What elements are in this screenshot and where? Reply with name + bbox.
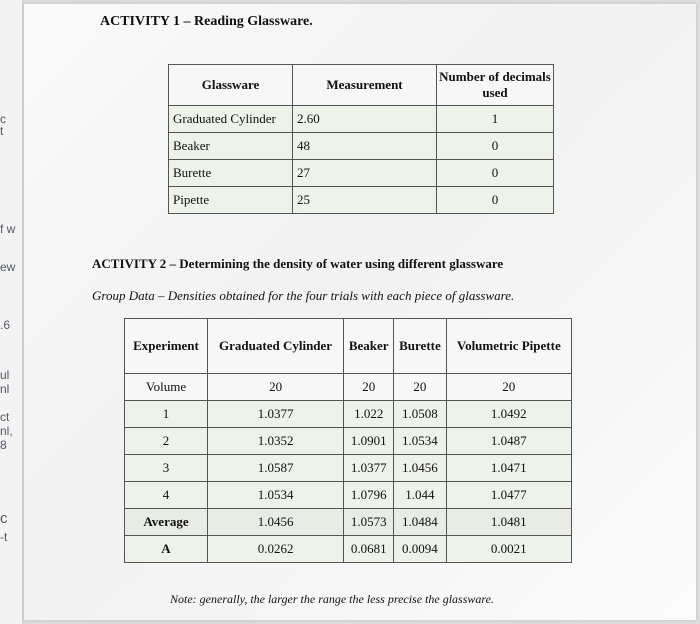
row-label: 4 bbox=[125, 482, 208, 509]
sidebar-fragment: c bbox=[0, 510, 8, 527]
cell-measurement: 2.60 bbox=[293, 106, 437, 133]
table-cell: 1.0534 bbox=[394, 428, 446, 455]
table-cell: 1.0587 bbox=[208, 455, 344, 482]
table-cell: 20 bbox=[394, 374, 446, 401]
sidebar-fragment: c bbox=[0, 112, 6, 126]
table-cell: 1.0456 bbox=[208, 509, 344, 536]
table-row bbox=[125, 536, 572, 563]
table-cell: 1.0796 bbox=[344, 482, 394, 509]
table-row bbox=[125, 374, 572, 401]
cell-measurement: 48 bbox=[293, 133, 437, 160]
table-cell: 20 bbox=[446, 374, 571, 401]
cell-decimals: 0 bbox=[437, 133, 554, 160]
cell-glassware: Graduated Cylinder bbox=[169, 106, 293, 133]
sidebar-fragment: ul bbox=[0, 368, 10, 382]
left-sidebar-strip bbox=[0, 0, 23, 624]
footnote: Note: generally, the larger the range the less precise the glassware. bbox=[170, 592, 494, 606]
table-cell: 1.0481 bbox=[446, 509, 571, 536]
row-label: Volume bbox=[125, 374, 208, 401]
sidebar-fragment: nl, bbox=[0, 424, 13, 438]
table-cell: 1.0901 bbox=[344, 428, 394, 455]
row-label: 2 bbox=[125, 428, 208, 455]
table-row bbox=[125, 401, 572, 428]
cell-glassware: Burette bbox=[169, 160, 293, 187]
activity2-subtitle: Group Data – Densities obtained for the four trials with each piece of glassware. bbox=[92, 288, 515, 303]
table-cell: 1.0534 bbox=[208, 482, 344, 509]
table-header-row bbox=[125, 319, 572, 374]
cell-glassware: Pipette bbox=[169, 187, 293, 214]
row-label: 1 bbox=[125, 401, 208, 428]
activity2-title: ACTIVITY 2 – Determining the density of water using different glassware bbox=[92, 256, 504, 271]
table-cell: 1.0352 bbox=[208, 428, 344, 455]
header-beaker: Beaker bbox=[344, 319, 394, 374]
table-cell: 0.0021 bbox=[446, 536, 571, 563]
header-burette: Burette bbox=[394, 319, 446, 374]
table-cell: 20 bbox=[208, 374, 344, 401]
table-cell: 1.0492 bbox=[446, 401, 571, 428]
sidebar-fragment: t bbox=[0, 124, 4, 138]
table-header-row bbox=[169, 65, 554, 106]
document-page bbox=[24, 4, 696, 620]
header-graduated-cylinder: Graduated Cylinder bbox=[208, 319, 344, 374]
header-measurement: Measurement bbox=[293, 65, 437, 106]
table-cell: 1.0377 bbox=[208, 401, 344, 428]
table-row bbox=[169, 160, 554, 187]
table-cell: 1.0508 bbox=[394, 401, 446, 428]
sidebar-fragment: .6 bbox=[0, 318, 11, 332]
row-label: Average bbox=[125, 509, 208, 536]
sidebar-fragment: 8 bbox=[0, 438, 7, 452]
table-cell: 0.0094 bbox=[394, 536, 446, 563]
row-label: A bbox=[125, 536, 208, 563]
sidebar-fragment: nl bbox=[0, 382, 10, 396]
table-cell: 0.0681 bbox=[344, 536, 394, 563]
cell-decimals: 0 bbox=[437, 187, 554, 214]
sidebar-fragment: f w bbox=[0, 222, 16, 236]
table-row bbox=[125, 509, 572, 536]
table-cell: 1.0377 bbox=[344, 455, 394, 482]
cell-measurement: 27 bbox=[293, 160, 437, 187]
table-cell: 1.0477 bbox=[446, 482, 571, 509]
table-cell: 1.0484 bbox=[394, 509, 446, 536]
table-row bbox=[169, 106, 554, 133]
table-cell: 1.0456 bbox=[394, 455, 446, 482]
header-glassware: Glassware bbox=[169, 65, 293, 106]
table-cell: 1.0573 bbox=[344, 509, 394, 536]
table-cell: 1.022 bbox=[344, 401, 394, 428]
header-volumetric-pipette: Volumetric Pipette bbox=[446, 319, 571, 374]
cell-glassware: Beaker bbox=[169, 133, 293, 160]
activity1-title: ACTIVITY 1 – Reading Glassware. bbox=[100, 14, 313, 29]
table-cell: 1.044 bbox=[394, 482, 446, 509]
sidebar-fragment: ct bbox=[0, 410, 10, 424]
table-cell: 20 bbox=[344, 374, 394, 401]
table-cell: 1.0487 bbox=[446, 428, 571, 455]
cell-measurement: 25 bbox=[293, 187, 437, 214]
table-row bbox=[125, 428, 572, 455]
table-row bbox=[169, 187, 554, 214]
sidebar-fragment: -t bbox=[0, 530, 8, 544]
header-experiment: Experiment bbox=[125, 319, 208, 374]
table-cell: 0.0262 bbox=[208, 536, 344, 563]
density-table bbox=[124, 318, 572, 563]
table-cell: 1.0471 bbox=[446, 455, 571, 482]
table-row bbox=[125, 482, 572, 509]
table-row bbox=[169, 133, 554, 160]
glassware-reading-table bbox=[168, 64, 554, 214]
sidebar-fragment: ew bbox=[0, 260, 16, 274]
header-decimals: Number of decimals used bbox=[437, 65, 554, 106]
cell-decimals: 1 bbox=[437, 106, 554, 133]
cell-decimals: 0 bbox=[437, 160, 554, 187]
row-label: 3 bbox=[125, 455, 208, 482]
table-row bbox=[125, 455, 572, 482]
